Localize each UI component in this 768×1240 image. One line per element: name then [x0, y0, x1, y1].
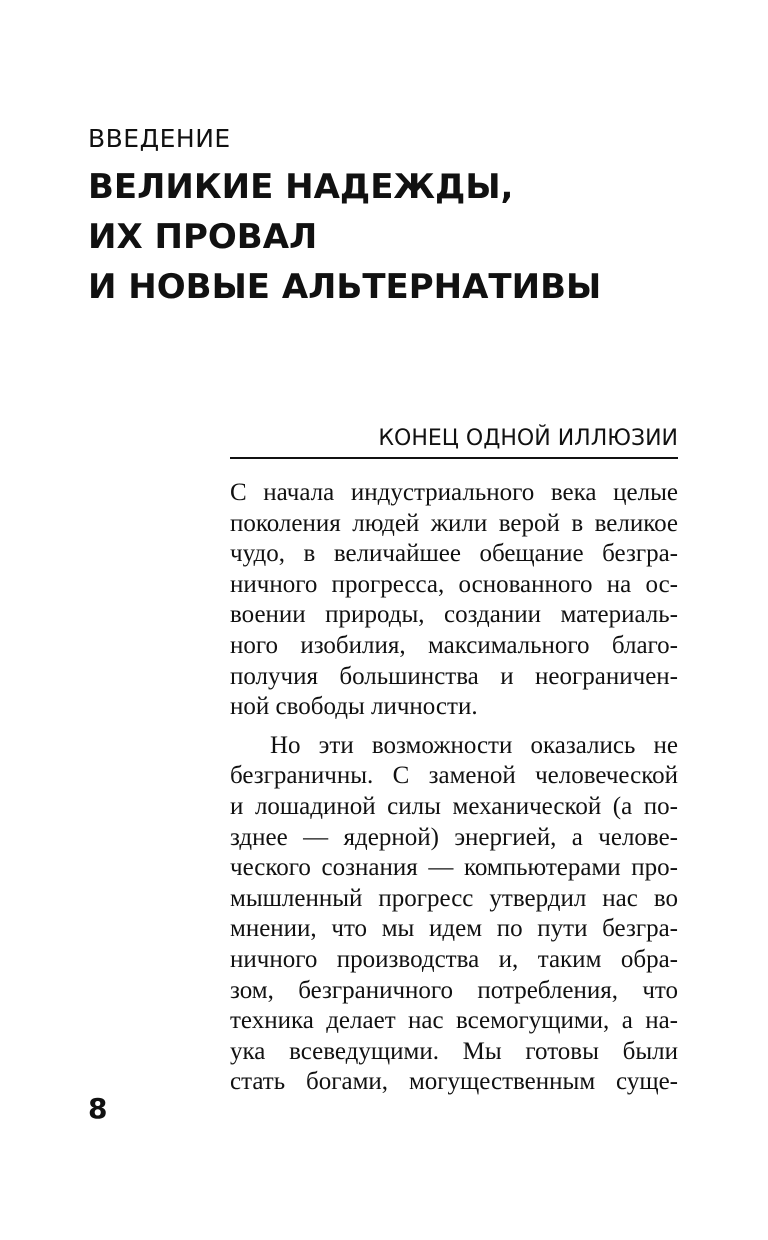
text-line: стать богами, могущественным суще-: [230, 1068, 678, 1096]
text-line: зднее — ядерной) энергией, а челове-: [230, 823, 678, 851]
text-line: ничного прогресса, основанного на ос-: [230, 570, 678, 598]
chapter-title: [88, 162, 688, 312]
text-line: ческого сознания — компьютерами про-: [230, 854, 678, 882]
text-line: мнении, что мы идем по пути безгра-: [230, 915, 678, 943]
chapter-title-line: ВЕЛИКИЕ НАДЕЖДЫ,: [88, 167, 514, 207]
paragraph: [230, 731, 678, 1098]
text-line: техника делает нас всемогущими, а на-: [230, 1007, 678, 1035]
text-line: мышленный прогресс утвердил нас во: [230, 884, 678, 912]
text-line: ука всеведущими. Мы готовы были: [230, 1037, 678, 1065]
section-heading: КОНЕЦ ОДНОЙ ИЛЛЮЗИИ: [230, 424, 678, 459]
text-line: поколения людей жили верой в великое: [230, 509, 678, 537]
text-line: безграничны. С заменой человеческой: [230, 762, 678, 790]
text-line: ного изобилия, максимального благо-: [230, 631, 678, 659]
page-number: 8: [88, 1092, 108, 1125]
text-line: зом, безграничного потребления, что: [230, 976, 678, 1004]
text-line: воении природы, создании материаль-: [230, 601, 678, 629]
text-line: и лошадиной силы механической (а по-: [230, 792, 678, 820]
text-line: Но эти возможности оказались не: [270, 731, 678, 759]
text-line: получия большинства и неограничен-: [230, 662, 678, 690]
chapter-title-line: ИХ ПРОВАЛ: [88, 217, 318, 257]
paragraph: [230, 478, 678, 723]
body-text: [230, 478, 678, 1098]
chapter-label: ВВЕДЕНИЕ: [88, 124, 231, 153]
text-line: ной свободы личности.: [230, 693, 478, 721]
text-line: С начала индустриального века целые: [230, 479, 678, 506]
text-line: чудо, в величайшее обещание безгра-: [230, 540, 678, 568]
text-line: ничного производства и, таким обра-: [230, 945, 678, 973]
chapter-title-line: И НОВЫЕ АЛЬТЕРНАТИВЫ: [88, 267, 602, 307]
